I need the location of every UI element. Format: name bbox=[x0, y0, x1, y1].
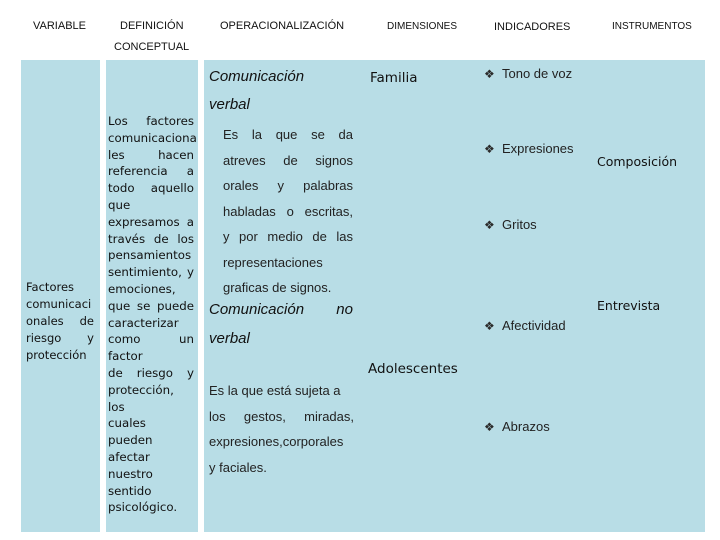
definicion-line: expresamos a bbox=[108, 214, 194, 229]
definicion-line: comunicaciona bbox=[108, 130, 197, 145]
header-variable: VARIABLE bbox=[33, 20, 86, 32]
desc1-line: habladas o escritas, bbox=[223, 203, 353, 219]
comunicacion-no-verbal-title: Comunicación no bbox=[209, 301, 353, 318]
desc1-line: atreves de signos bbox=[223, 152, 353, 168]
indicador-label: Gritos bbox=[502, 217, 537, 232]
column-divider bbox=[100, 60, 106, 532]
desc2-line: Es la que está sujeta a bbox=[209, 383, 341, 398]
desc2-line: expresiones,corporales bbox=[209, 434, 344, 449]
desc2-line: y faciales. bbox=[209, 459, 267, 475]
indicador-item bbox=[484, 66, 572, 81]
desc1-line: graficas de signos. bbox=[223, 280, 332, 295]
indicador-label: Abrazos bbox=[502, 419, 550, 434]
diamond-bullet-icon: ❖ bbox=[484, 67, 495, 81]
indicador-item bbox=[484, 419, 550, 434]
variable-line: riesgo y bbox=[26, 331, 94, 345]
indicador-item bbox=[484, 318, 566, 333]
definicion-line: Los factores bbox=[108, 114, 194, 128]
desc1-line: representaciones bbox=[223, 254, 323, 270]
definicion-cell bbox=[108, 113, 197, 516]
header-instrumentos: INSTRUMENTOS bbox=[612, 21, 692, 32]
definicion-line: todo aquello bbox=[108, 181, 194, 196]
desc1-line: orales y palabras bbox=[223, 178, 353, 193]
definicion-line: pensamientos bbox=[108, 248, 192, 263]
definicion-line: protección, los bbox=[108, 382, 174, 414]
variable-line: protección bbox=[26, 348, 87, 362]
definicion-line: emociones, bbox=[108, 281, 176, 296]
indicador-item bbox=[484, 141, 574, 156]
header-dimensiones: DIMENSIONES bbox=[387, 21, 458, 32]
definicion-line: referencia a bbox=[108, 164, 194, 179]
definicion-line: afectar nuestro bbox=[108, 449, 153, 481]
definicion-line: que se puede bbox=[108, 298, 194, 313]
definicion-line: través de los bbox=[108, 231, 194, 246]
indicador-label: Tono de voz bbox=[502, 66, 573, 81]
header-definicion-line2: CONCEPTUAL bbox=[114, 41, 190, 53]
comunicacion-verbal-title: Comunicación bbox=[209, 68, 305, 85]
indicador-item bbox=[484, 217, 537, 232]
diamond-bullet-icon: ❖ bbox=[484, 420, 495, 434]
desc2-line: los gestos, miradas, bbox=[209, 408, 354, 424]
definicion-line: sentimiento, y bbox=[108, 265, 194, 280]
dimension-adolescentes: Adolescentes bbox=[368, 361, 458, 377]
desc1-line: y por medio de las bbox=[223, 229, 353, 244]
definicion-line: les hacen bbox=[108, 147, 194, 162]
diamond-bullet-icon: ❖ bbox=[484, 218, 495, 232]
comunicacion-verbal-description bbox=[223, 122, 353, 301]
definicion-line: de riesgo y bbox=[108, 365, 194, 380]
indicador-label: Afectividad bbox=[502, 318, 566, 333]
instrumento-entrevista: Entrevista bbox=[597, 298, 661, 313]
variable-line: onales de bbox=[26, 314, 94, 328]
definicion-line: sentido bbox=[108, 483, 152, 498]
definicion-line: como un factor bbox=[108, 332, 194, 364]
definicion-line: psicológico. bbox=[108, 500, 178, 515]
definicion-line: que bbox=[108, 197, 131, 212]
desc1-line: Es la que se da bbox=[223, 127, 353, 142]
comunicacion-no-verbal-title-line2: verbal bbox=[209, 330, 250, 347]
column-divider bbox=[198, 60, 204, 532]
comunicacion-verbal-title-line2: verbal bbox=[209, 96, 250, 113]
indicador-label: Expresiones bbox=[502, 141, 574, 156]
definicion-line: cuales pueden bbox=[108, 416, 153, 448]
variable-line: Factores bbox=[26, 280, 75, 294]
variable-line: comunicaci bbox=[26, 297, 92, 311]
dimension-familia: Familia bbox=[370, 70, 418, 86]
header-operacionalizacion: OPERACIONALIZACIÓN bbox=[220, 20, 345, 32]
diamond-bullet-icon: ❖ bbox=[484, 142, 495, 156]
definicion-line: caracterizar bbox=[108, 315, 179, 330]
header-indicadores: INDICADORES bbox=[494, 21, 571, 33]
comunicacion-no-verbal-description bbox=[209, 378, 354, 480]
diamond-bullet-icon: ❖ bbox=[484, 319, 495, 333]
variable-cell bbox=[26, 279, 94, 364]
header-definicion: DEFINICIÓN bbox=[120, 20, 184, 32]
instrumento-composicion: Composición bbox=[597, 154, 678, 169]
